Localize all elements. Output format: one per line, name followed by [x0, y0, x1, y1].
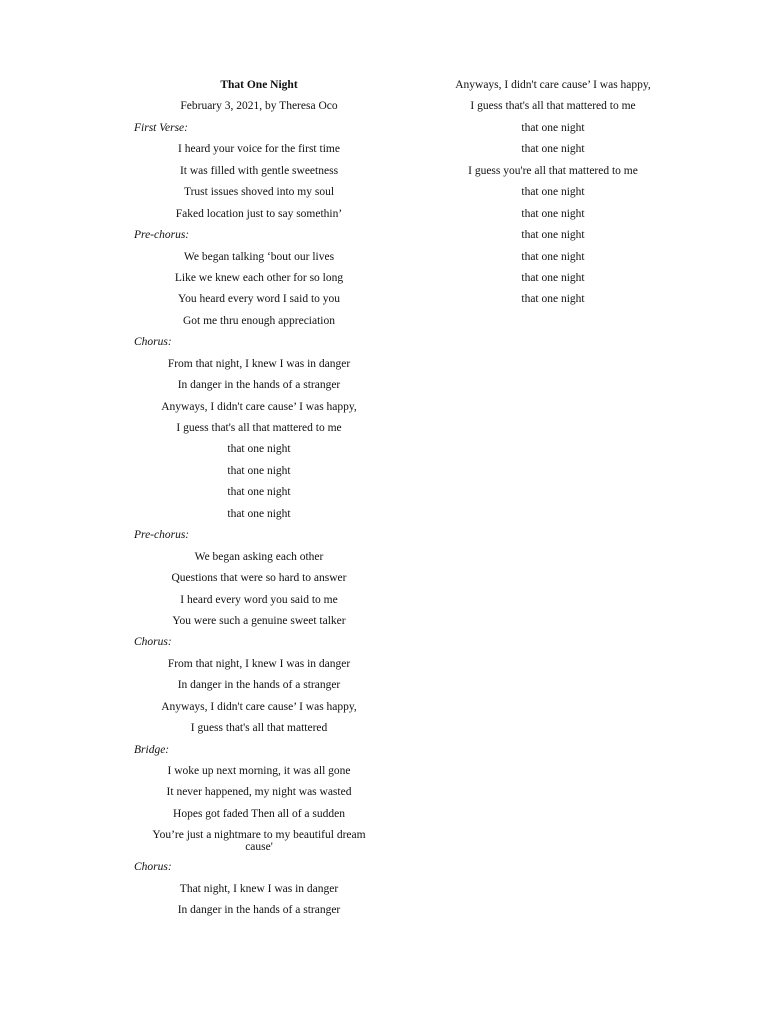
lyric-line: In danger in the hands of a stranger — [177, 904, 341, 917]
section-heading: Bridge: — [134, 743, 170, 756]
right-lyrics — [428, 76, 678, 312]
byline: February 3, 2021, by Theresa Oco — [180, 100, 338, 113]
lyric-line: Got me thru enough appreciation — [182, 314, 335, 327]
lyric-line: that one night — [521, 121, 585, 134]
section-heading: Pre-chorus: — [134, 229, 190, 242]
left-lyrics — [134, 119, 384, 923]
lyric-line: I guess that's all that mattered to me — [176, 422, 342, 434]
section-heading: Chorus: — [134, 636, 172, 649]
lyric-line: Hopes got faded Then all of a sudden — [173, 807, 345, 820]
lyric-line: That night, I knew I was in danger — [179, 882, 339, 895]
lyric-line: From that night, I knew I was in danger — [167, 357, 351, 370]
section-heading: Chorus: — [134, 336, 172, 349]
section-heading: Chorus: — [134, 861, 172, 874]
lyric-line: We began talking ‘bout our lives — [183, 250, 335, 263]
lyric-line: Like we knew each other for so long — [174, 271, 344, 284]
lyric-line: that one night — [521, 250, 585, 263]
lyric-line: From that night, I knew I was in danger — [167, 657, 351, 670]
lyric-line: that one night — [227, 443, 291, 456]
lyric-line: Anyways, I didn't care cause’ I was happy, — [161, 700, 357, 713]
lyric-line: In danger in the hands of a stranger — [177, 379, 341, 392]
lyric-line: that one night — [521, 143, 585, 156]
lyric-line: that one night — [227, 464, 291, 477]
lyric-line: Trust issues shoved into my soul — [183, 186, 335, 199]
lyric-line: Anyways, I didn't care cause’ I was happy, — [161, 400, 357, 413]
lyric-line: I heard every word you said to me — [180, 593, 338, 606]
lyric-line: You’re just a nightmare to my beautiful dream cause' — [152, 829, 366, 854]
lyric-line: that one night — [521, 186, 585, 199]
lyric-line: Questions that were so hard to answer — [171, 572, 347, 585]
lyric-line: We began asking each other — [194, 550, 324, 563]
lyric-line: I woke up next morning, it was all gone — [167, 765, 351, 777]
lyric-line: I guess you're all that mattered to me — [468, 164, 638, 177]
lyric-line: that one night — [227, 486, 291, 499]
lyric-line: You were such a genuine sweet talker — [172, 614, 346, 627]
lyric-line: that one night — [227, 507, 291, 520]
lyric-line: Faked location just to say somethin’ — [175, 207, 343, 220]
lyric-line: that one night — [521, 229, 585, 242]
lyric-line: Anyways, I didn't care cause’ I was happy, — [455, 79, 651, 91]
left-column — [134, 76, 384, 923]
lyric-line: I guess that's all that mattered to me — [470, 100, 636, 113]
right-column — [428, 76, 678, 312]
lyric-line: It never happened, my night was wasted — [166, 786, 352, 799]
lyric-line: It was filled with gentle sweetness — [179, 164, 339, 177]
lyric-line: that one night — [521, 271, 585, 284]
lyric-line: You heard every word I said to you — [177, 293, 341, 306]
lyric-line: that one night — [521, 293, 585, 306]
lyric-line: In danger in the hands of a stranger — [177, 679, 341, 692]
lyric-line: I guess that's all that mattered — [190, 722, 328, 735]
section-heading: Pre-chorus: — [134, 529, 190, 542]
lyric-line: that one night — [521, 207, 585, 220]
lyric-line: I heard your voice for the first time — [178, 143, 340, 156]
section-heading: First Verse: — [134, 121, 188, 134]
song-title: That One Night — [220, 79, 298, 91]
